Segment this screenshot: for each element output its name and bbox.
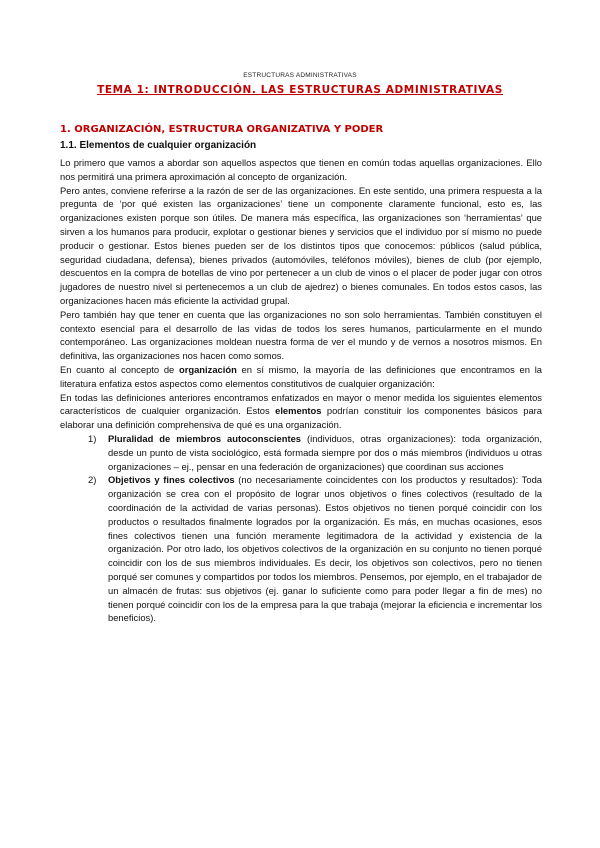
list-item-text: (individuos, otras organizaciones): toda organización, desde un punto de vista sociológico, está formada siempre por dos o más miembros (individuos u otras organizaciones – ej., pensar en una federación de organizaciones) que coordinan sus acciones	[108, 432, 542, 472]
paragraph-4-bold: organización	[178, 363, 237, 375]
document-title	[0, 84, 600, 96]
paragraph-1: Lo primero que vamos a abordar son aquellos aspectos que tienen en común todas aquellas organizaciones. Ello nos permitirá una primera aproximación al concepto de organización.	[60, 157, 542, 182]
paragraph-5-end: podrían constituir los componentes básicos para elaborar una definición comprehensiva de qué es una organización.	[60, 405, 542, 431]
section-heading: 1. ORGANIZACIÓN, ESTRUCTURA ORGANIZATIVA Y PODER	[60, 124, 384, 135]
paragraph-5	[60, 391, 542, 432]
list-item-bold: Objetivos y fines colectivos	[108, 474, 235, 486]
list-item-number: 1)	[88, 432, 97, 444]
paragraph-4-end: en sí mismo, la mayoría de las definiciones que encontramos en la literatura enfatiza estos aspectos como elementos constitutivos de cualquier organización:	[60, 363, 542, 389]
list-item-bold: Pluralidad de miembros autoconscientes	[108, 432, 301, 444]
body-text	[60, 156, 542, 625]
paragraph-2: Pero antes, conviene referirse a la razón de ser de las organizaciones. En este sentido, una primera respuesta a la pregunta de ‘por qué existen las organizaciones’ tiene un componente claramente funcional, esto es, las organizaciones existen porque son útiles. De manera más específica, las organizaciones son ‘herramientas’ que sirven a los humanos para producir, explotar o gestionar bienes y servicios que el individuo por sí mismo no puede producir o gestionar. Estos bienes pueden ser de los distintos tipos que conocemos: públicos (salud pública, seguridad ciudadana, defensa), bienes privados (automóviles, teléfonos móviles), bienes de club (por ejemplo, descuentos en la compra de botellas de vino por pertenecer a un club de vinos o el placer de poder jugar con otros jugadores de nuestro nivel si pertenecemos a un club de ajedrez) o bienes comunales. En todos estos casos, las organizaciones hacen más eficiente la actividad grupal.	[60, 184, 542, 306]
paragraph-5-start: En todas las definiciones anteriores encontramos enfatizados en mayor o menor medida los siguientes elementos característicos de cualquier organización. Estos	[60, 391, 542, 417]
course-header: ESTRUCTURAS ADMINISTRATIVAS	[243, 72, 357, 79]
list-item-number: 2)	[88, 474, 97, 486]
paragraph-4	[60, 363, 542, 391]
document-title-text: TEMA 1: INTRODUCCIÓN. LAS ESTRUCTURAS ADMINISTRATIVAS	[97, 84, 503, 96]
subsection-heading: 1.1. Elementos de cualquier organización	[60, 140, 257, 151]
paragraph-4-start: En cuanto al concepto de	[60, 363, 179, 375]
list-item	[60, 432, 542, 473]
list-item-text: (no necesariamente coincidentes con los productos y resultados): Toda organización se crea con el propósito de lograr unos objetivos o fines colectivos (resultado de la coordinación de la actividad de varias personas). Estos objetivos no tienen porqué coincidir con los productos o resultados finalmente logrados por la organización. Es más, en muchas ocasiones, esos fines colectivos tienen una función meramente legitimadora de la actividad y existencia de la organización. Por otro lado, los objetivos colectivos de la organización en su conjunto no tienen porqué coincidir con los de sus miembros individuales. Es decir, los objetivos son colectivos, pero no tienen porqué ser comunes y compartidos por todos los miembros. Pensemos, por ejemplo, en el trabajador de un almacén de frutas: sus objetivos (ej. ganar lo suficiente como para poder llegar a fin de mes) no tienen porqué coincidir con los de la empresa para la que trabaja (mejorar la eficiencia e incrementar los beneficios).	[108, 474, 542, 624]
paragraph-3: Pero también hay que tener en cuenta que las organizaciones no son solo herramientas. También constituyen el contexto esencial para el desarrollo de las vidas de todos los seres humanos, particularmente en el mundo contemporáneo. Las organizaciones moldean nuestra forma de ver el mundo y de vernos a nosotros mismos. En definitiva, las organizaciones nos hacen como somos.	[60, 308, 542, 362]
paragraph-5-bold: elementos	[275, 405, 322, 417]
elements-list	[60, 432, 542, 625]
list-item	[60, 473, 542, 625]
